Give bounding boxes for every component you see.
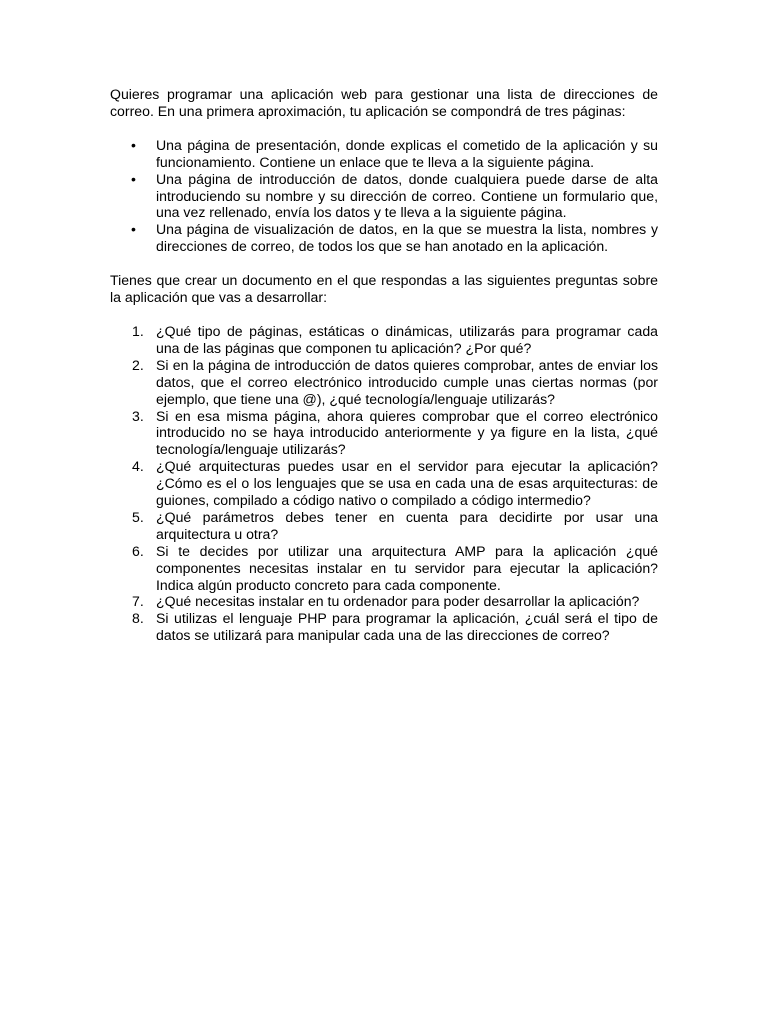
question-number: 4. bbox=[132, 458, 144, 475]
question-text: Si te decides por utilizar una arquitectura AMP para la aplicación ¿qué componentes necesitas instalar en tu servidor para ejecutar la aplicación? Indica algún producto concreto para cada componente. bbox=[156, 542, 658, 593]
bullet-text: Una página de visualización de datos, en la que se muestra la lista, nombres y direcciones de correo, de todos los que se han anotado en la aplicación. bbox=[156, 221, 658, 255]
bullet-text: Una página de introducción de datos, donde cualquiera puede darse de alta introduciendo su nombre y su dirección de correo. Contiene un formulario que, una vez rellenado, envía los datos y te lleva a la siguiente página. bbox=[156, 170, 658, 221]
question-text: ¿Qué arquitecturas puedes usar en el servidor para ejecutar la aplicación? ¿Cómo es el o los lenguajes que se usa en cada una de esas arquitecturas: de guiones, compilado a código nativo o compilado a código intermedio? bbox=[156, 458, 658, 509]
bullet-list-item bbox=[110, 221, 658, 255]
question-number: 7. bbox=[132, 593, 144, 610]
question-number: 5. bbox=[132, 508, 144, 525]
question-number: 3. bbox=[132, 407, 144, 424]
bullet-icon: • bbox=[131, 221, 136, 238]
question-item bbox=[110, 458, 658, 509]
document-page bbox=[110, 86, 658, 644]
bullet-icon: • bbox=[131, 170, 136, 187]
question-text: Si utilizas el lenguaje PHP para programar la aplicación, ¿cuál será el tipo de datos se utilizará para manipular cada una de las direcciones de correo? bbox=[156, 610, 658, 644]
question-number: 2. bbox=[132, 356, 144, 373]
question-item bbox=[110, 543, 658, 594]
question-text: Si en esa misma página, ahora quieres comprobar que el correo electrónico introducido no se haya introducido anteriormente y ya figure en la lista, ¿qué tecnología/lenguaje utilizarás? bbox=[156, 407, 658, 458]
question-item bbox=[110, 408, 658, 459]
question-item bbox=[110, 323, 658, 357]
question-text: Si en la página de introducción de datos quieres comprobar, antes de enviar los datos, que el correo electrónico introducido cumple unas ciertas normas (por ejemplo, que tiene una @), ¿qué tecnología/lenguaje utilizarás? bbox=[156, 356, 658, 407]
question-number: 1. bbox=[132, 322, 144, 339]
bullet-list-item bbox=[110, 171, 658, 222]
question-text: ¿Qué parámetros debes tener en cuenta para decidirte por usar una arquitectura u otra? bbox=[156, 508, 658, 542]
question-text: ¿Qué necesitas instalar en tu ordenador para poder desarrollar la aplicación? bbox=[156, 593, 640, 610]
bullet-icon: • bbox=[131, 136, 136, 153]
pages-bullet-list bbox=[110, 137, 658, 255]
question-number: 8. bbox=[132, 610, 144, 627]
question-item bbox=[110, 593, 658, 610]
questions-numbered-list bbox=[110, 323, 658, 644]
bullet-text: Una página de presentación, donde explicas el cometido de la aplicación y su funcionamiento. Contiene un enlace que te lleva a la siguiente página. bbox=[156, 136, 658, 170]
task-paragraph: Tienes que crear un documento en el que respondas a las siguientes preguntas sobre la aplicación que vas a desarrollar: bbox=[110, 272, 658, 306]
question-item bbox=[110, 357, 658, 408]
intro-paragraph: Quieres programar una aplicación web para gestionar una lista de direcciones de correo. En una primera aproximación, tu aplicación se compondrá de tres páginas: bbox=[110, 86, 658, 119]
bullet-list-item bbox=[110, 137, 658, 171]
question-item bbox=[110, 610, 658, 644]
question-item bbox=[110, 509, 658, 543]
question-text: ¿Qué tipo de páginas, estáticas o dinámicas, utilizarás para programar cada una de las páginas que componen tu aplicación? ¿Por qué? bbox=[156, 322, 658, 356]
question-number: 6. bbox=[132, 542, 144, 559]
